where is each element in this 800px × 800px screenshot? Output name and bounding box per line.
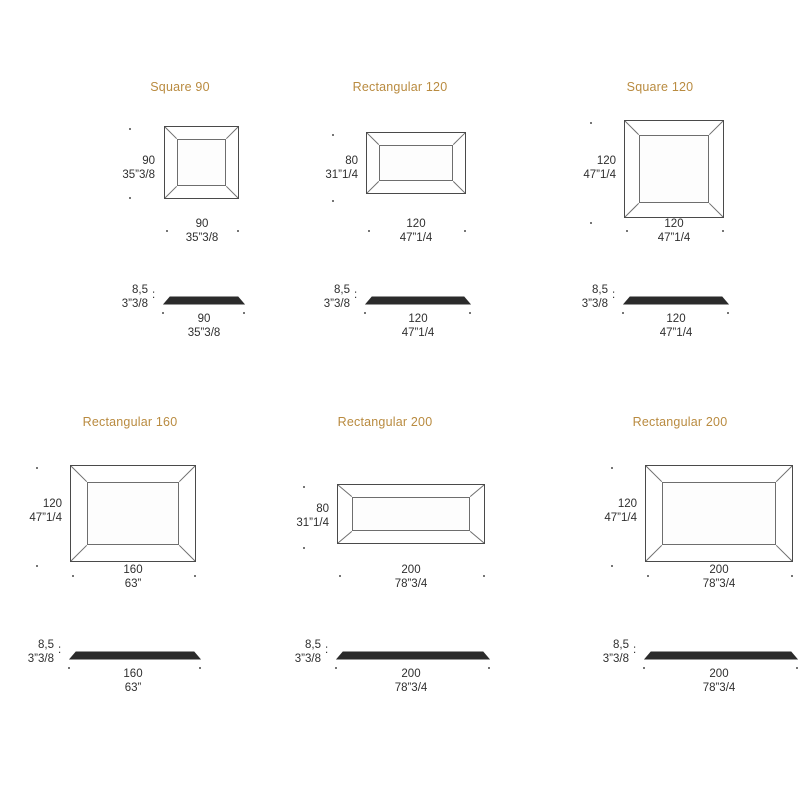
top-height-dimension: 80 31”1/4 (296, 503, 329, 530)
top-view-outline (366, 132, 466, 194)
thickness-marker: : (633, 644, 637, 656)
corner-dot (129, 197, 131, 199)
corner-dot (611, 467, 613, 469)
item-title: Square 90 (150, 80, 210, 94)
corner-dot (332, 200, 334, 202)
top-height-dimension: 90 35”3/8 (122, 155, 155, 182)
side-view-profile (70, 648, 200, 662)
top-height-dimension: 120 47”1/4 (604, 498, 637, 525)
corner-dot (36, 467, 38, 469)
top-view-outline (337, 484, 485, 544)
corner-dot (68, 667, 70, 669)
corner-dot (303, 486, 305, 488)
side-width-dimension: 200 78”3/4 (394, 668, 428, 695)
product-item-rectangular-160 (0, 415, 250, 705)
corner-dot (488, 667, 490, 669)
corner-dot (36, 565, 38, 567)
item-title: Rectangular 160 (82, 415, 178, 429)
corner-dot (303, 547, 305, 549)
side-profile-shape (337, 648, 489, 662)
corner-dot (199, 667, 201, 669)
side-profile-shape (164, 293, 244, 307)
side-width-dimension: 120 47”1/4 (659, 313, 693, 340)
side-view-profile (624, 293, 728, 307)
side-profile-shape (645, 648, 797, 662)
side-profile-shape (624, 293, 728, 307)
corner-dot (590, 122, 592, 124)
thickness-marker: : (325, 644, 329, 656)
side-view-profile (366, 293, 470, 307)
product-item-rectangular-200-b (565, 415, 800, 705)
product-item-rectangular-120 (280, 80, 510, 340)
item-title: Rectangular 200 (632, 415, 728, 429)
side-profile-shape (366, 293, 470, 307)
side-width-dimension: 160 63” (123, 668, 143, 695)
top-view-outline (70, 465, 196, 562)
top-view-inner-outline (177, 139, 226, 186)
product-item-rectangular-200-a (265, 415, 515, 705)
corner-dot (791, 575, 793, 577)
top-width-dimension: 200 78”3/4 (702, 564, 736, 591)
top-view-outline (164, 126, 239, 199)
item-title: Square 120 (626, 80, 694, 94)
corner-dot (332, 134, 334, 136)
side-view-profile (645, 648, 797, 662)
top-view-outline (624, 120, 724, 218)
corner-dot (335, 667, 337, 669)
corner-dot (129, 128, 131, 130)
top-height-dimension: 120 47”1/4 (583, 155, 616, 182)
corner-dot (643, 667, 645, 669)
side-thickness-dimension: 8,5 3”3/8 (27, 639, 54, 666)
side-width-dimension: 200 78”3/4 (702, 668, 736, 695)
thickness-marker: : (152, 289, 156, 301)
product-item-square-120 (530, 80, 780, 340)
top-width-dimension: 200 78”3/4 (394, 564, 428, 591)
thickness-marker: : (612, 289, 616, 301)
side-view-profile (337, 648, 489, 662)
corner-dot (647, 575, 649, 577)
top-view-inner-outline (352, 497, 470, 531)
top-view-inner-outline (662, 482, 776, 545)
product-item-square-90 (60, 80, 280, 340)
item-title: Rectangular 200 (337, 415, 433, 429)
thickness-marker: : (58, 644, 62, 656)
side-thickness-dimension: 8,5 3”3/8 (294, 639, 321, 666)
corner-dot (611, 565, 613, 567)
side-width-dimension: 120 47”1/4 (401, 313, 435, 340)
top-view-outline (645, 465, 793, 562)
side-width-dimension: 90 35”3/8 (187, 313, 221, 340)
side-profile-shape (70, 648, 200, 662)
corner-dot (590, 222, 592, 224)
top-view-inner-outline (639, 135, 709, 203)
top-width-dimension: 90 35”3/8 (185, 218, 219, 245)
side-thickness-dimension: 8,5 3”3/8 (323, 284, 350, 311)
top-width-dimension: 160 63” (123, 564, 143, 591)
side-thickness-dimension: 8,5 3”3/8 (121, 284, 148, 311)
top-height-dimension: 80 31”1/4 (325, 155, 358, 182)
corner-dot (194, 575, 196, 577)
top-width-dimension: 120 47”1/4 (399, 218, 433, 245)
corner-dot (796, 667, 798, 669)
top-width-dimension: 120 47”1/4 (657, 218, 691, 245)
thickness-marker: : (354, 289, 358, 301)
top-view-inner-outline (379, 145, 453, 181)
corner-dot (483, 575, 485, 577)
side-thickness-dimension: 8,5 3”3/8 (602, 639, 629, 666)
item-title: Rectangular 120 (352, 80, 448, 94)
top-height-dimension: 120 47”1/4 (29, 498, 62, 525)
side-thickness-dimension: 8,5 3”3/8 (581, 284, 608, 311)
side-view-profile (164, 293, 244, 307)
top-view-inner-outline (87, 482, 179, 545)
corner-dot (339, 575, 341, 577)
